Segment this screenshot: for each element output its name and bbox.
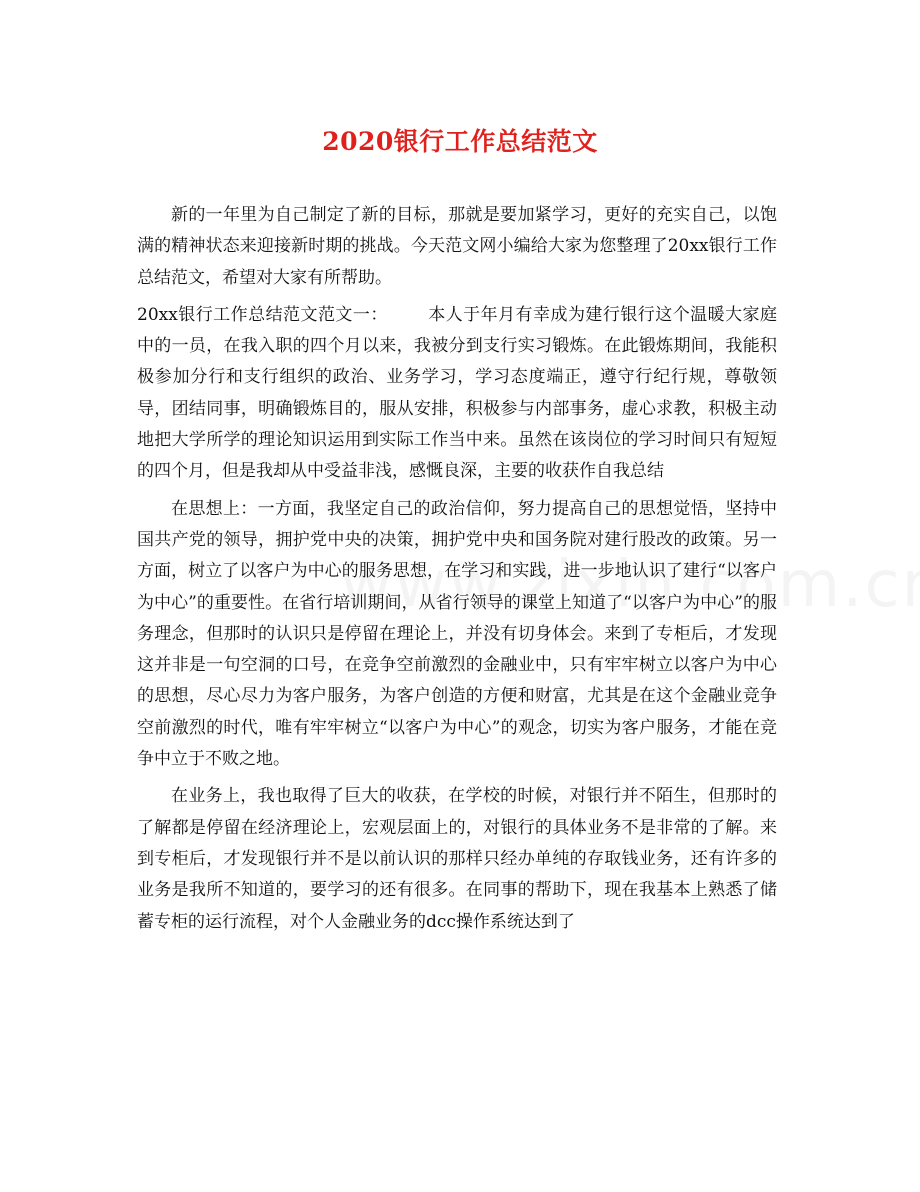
paragraph-intro: 新的一年里为自己制定了新的目标，那就是要加紧学习，更好的充实自己，以饱满的精神状态来迎接新时期的挑战。今天范文网小编给大家为您整理了20xx银行工作总结范文，希望对大家有所帮助。 xyxy=(137,205,777,288)
document-body xyxy=(137,200,777,944)
paragraph-sample-one-text: 本人于年月有幸成为建行银行这个温暖大家庭中的一员，在我入职的四个月以来，我被分到支行实习锻炼。在此锻炼期间，我能积极参加分行和支行组织的政治、业务学习，学习态度端正，遵守行纪行规，尊敬领导，团结同事，明确锻炼目的，服从安排，积极参与内部事务，虚心求教，积极主动地把大学所学的理论知识运用到实际工作当中来。虽然在该岗位的学习时间只有短短的四个月，但是我却从中受益非浅，感慨良深，主要的收获作自我总结 xyxy=(137,304,778,482)
paragraph-lead: 20xx银行工作总结范文范文一： xyxy=(137,304,388,325)
paragraph-ideology: 在思想上：一方面，我坚定自己的政治信仰，努力提高自己的思想觉悟，坚持中国共产党的领导，拥护党中央的决策，拥护党中央和国务院对建行股改的政策。另一方面，树立了以客户为中心的服务思想，在学习和实践，进一步地认识了建行“以客户为中心”的重要性。在省行培训期间，从省行领导的课堂上知道了“以客户为中心”的服务理念，但那时的认识只是停留在理论上，并没有切身体会。来到了专柜后，才发现这并非是一句空洞的口号，在竞争空前激烈的金融业中，只有牢牢树立以客户为中心的思想，尽心尽力为客户服务，为客户创造的方便和财富，尤其是在这个金融业竞争空前激烈的时代，唯有牢牢树立“以客户为中心”的观念，切实为客户服务，才能在竞争中立于不败之地。 xyxy=(137,498,777,770)
document-title: 2020银行工作总结范文 xyxy=(322,127,598,156)
paragraph-sample-one xyxy=(137,300,777,488)
paragraph-business: 在业务上，我也取得了巨大的收获，在学校的时候，对银行并不陌生，但那时的了解都是停留在经济理论上，宏观层面上的，对银行的具体业务不是非常的了解。来到专柜后，才发现银行并不是以前认识的那样只经办单纯的存取钱业务，还有许多的业务是我所不知道的，要学习的还有很多。在同事的帮助下，现在我基本上熟悉了储蓄专柜的运行流程，对个人金融业务的dcc操作系统达到了 xyxy=(137,786,777,932)
